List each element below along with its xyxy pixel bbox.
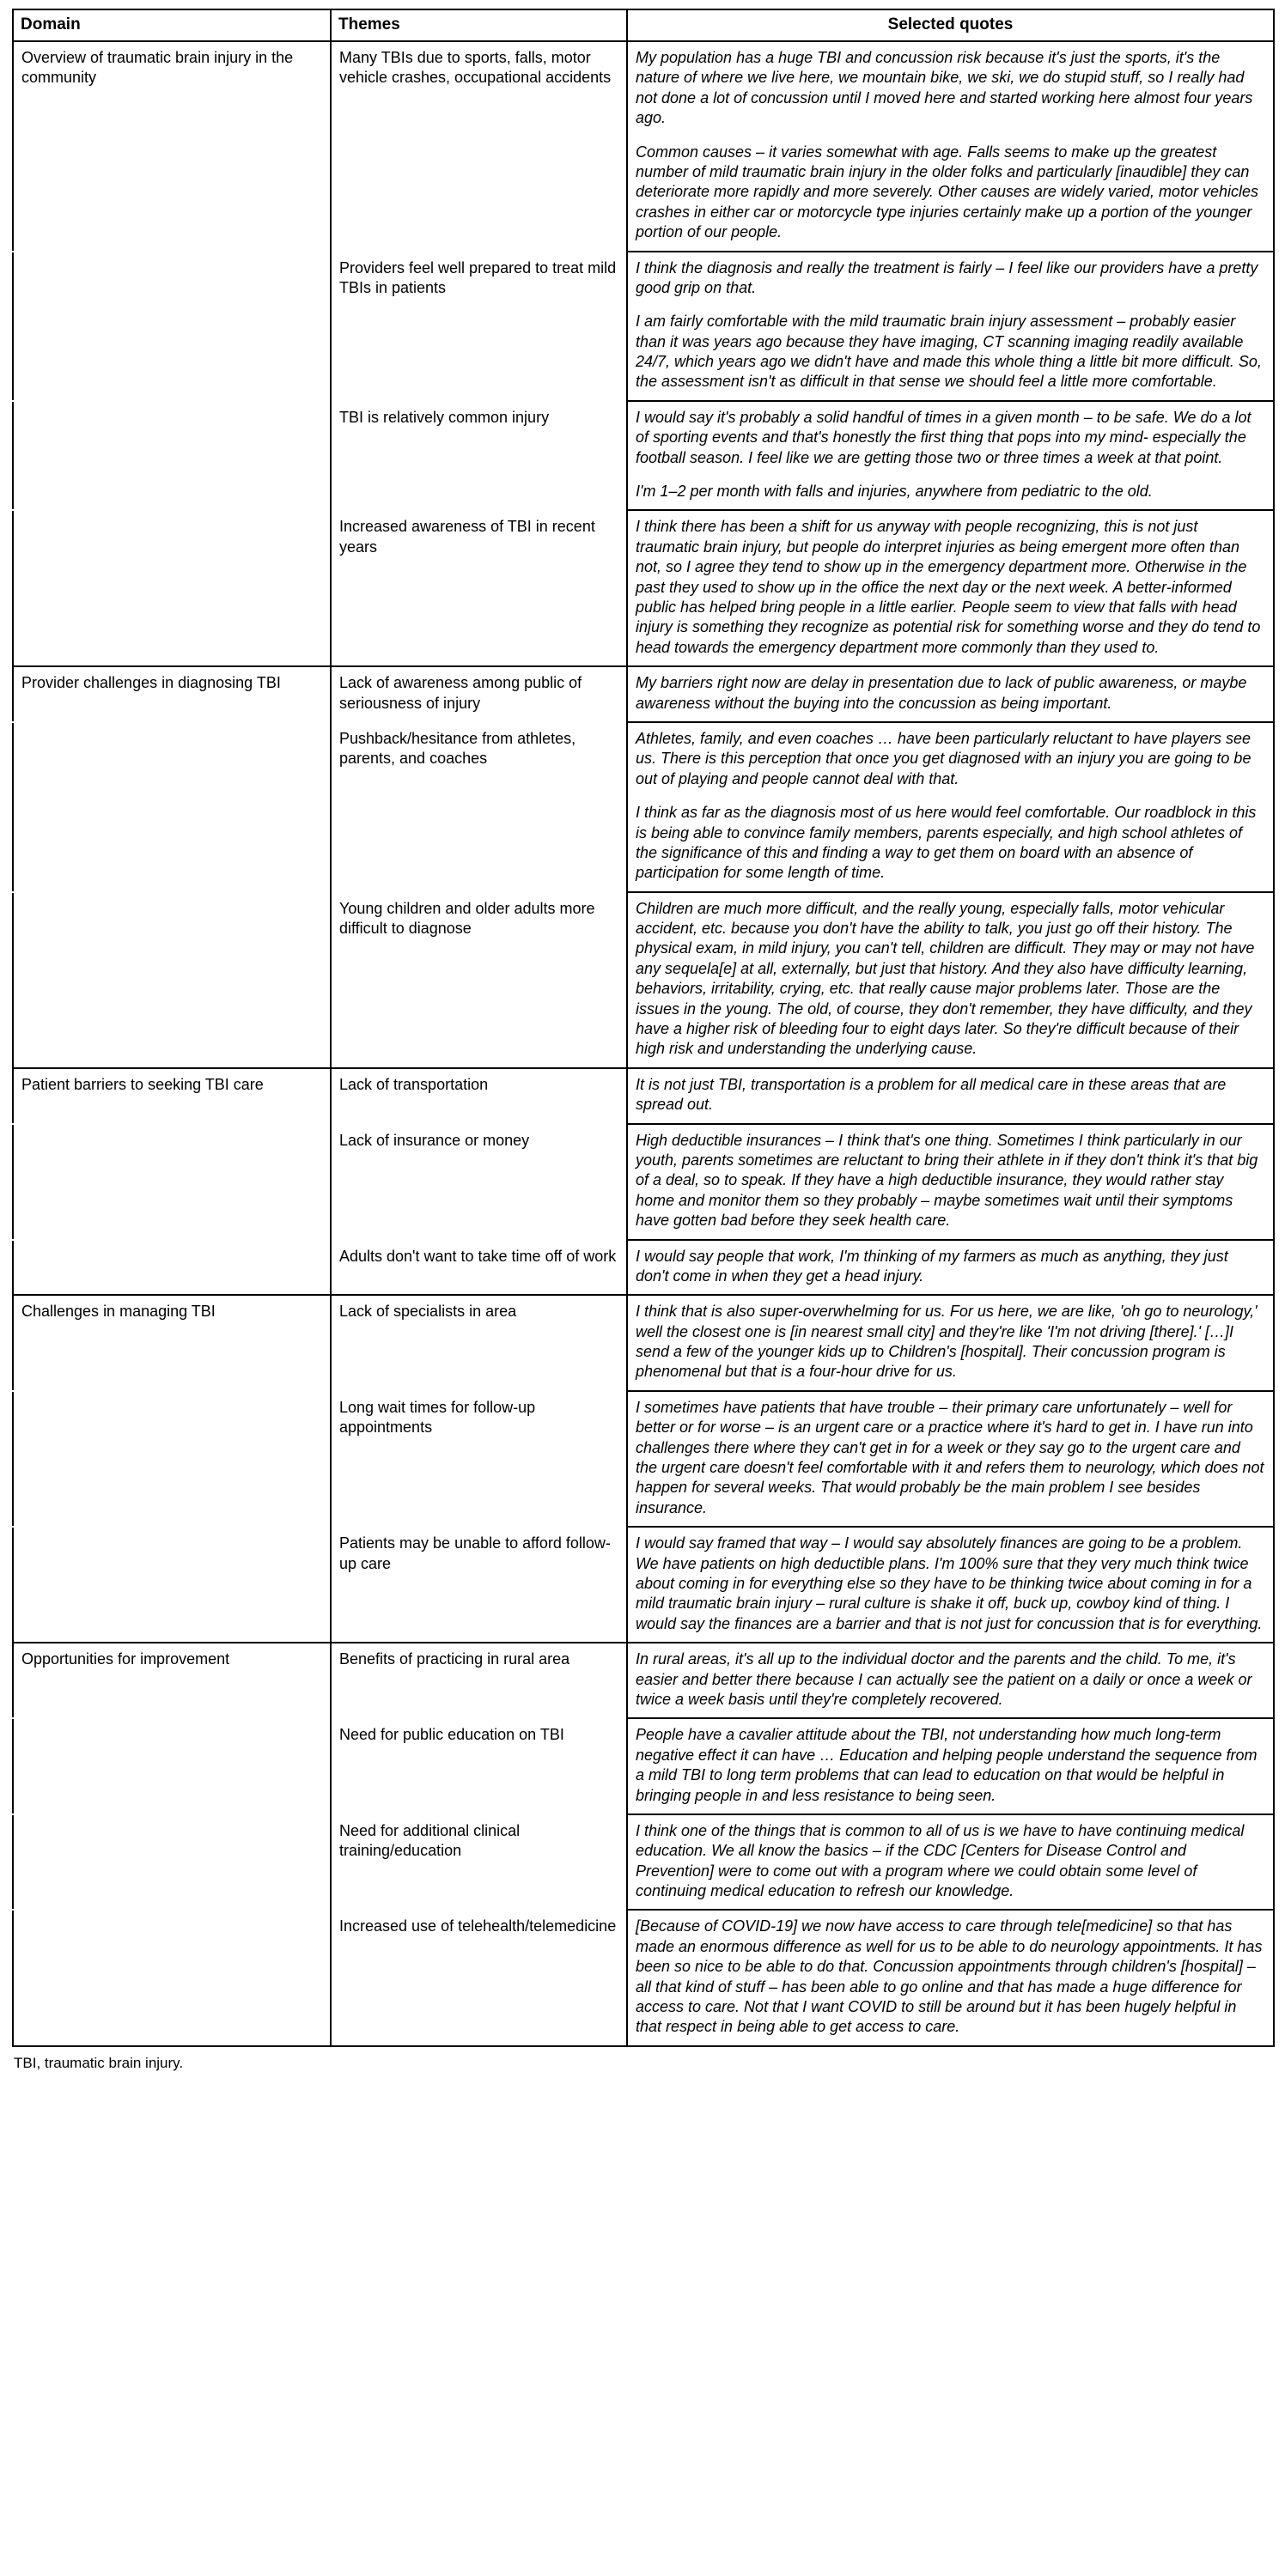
domain-cell xyxy=(13,510,331,666)
quote-paragraph: I think as far as the diagnosis most of us here would feel comfortable. Our roadblock in this is being able to convince family members, parents especially, and high school athletes of the significance of this and finding a way to get them on board with an absence of participation for some length of time. xyxy=(636,804,1257,882)
domain-cell xyxy=(13,722,331,892)
theme-cell: Lack of transportation xyxy=(331,1068,627,1124)
quote-paragraph: [Because of COVID-19] we now have access to care through tele[medicine] so that has made an enormous difference as well for us to be able to do neurology appointments. It has been so nice to be able to do that. Concussion appointments through children's [hospital] – all that kind of stuff – has been able to go online and that has made a huge difference for access to care. Not that I want COVID to still be around but it has been hugely helpful in that respect in being able to get access to care. xyxy=(636,1917,1263,2036)
theme-cell: Lack of insurance or money xyxy=(331,1124,627,1240)
theme-cell: Long wait times for follow-up appointments xyxy=(331,1391,627,1527)
quote-paragraph: I think the diagnosis and really the treatment is fairly – I feel like our providers have a pretty good grip on that. xyxy=(636,258,1258,296)
selected-quotes-cell xyxy=(627,666,1274,722)
column-header-themes: Themes xyxy=(331,9,627,41)
table-row xyxy=(13,1527,1274,1643)
table-row xyxy=(13,892,1274,1068)
theme-cell: Patients may be unable to afford follow-up care xyxy=(331,1527,627,1643)
table-row xyxy=(13,1240,1274,1296)
quote-paragraph: I am fairly comfortable with the mild traumatic brain injury assessment – probably easier than it was years ago because they have imaging, CT scanning imaging readily available 24/7, which years ago we didn't have and made this whole thing a little bit more difficult. So, the assessment isn't as difficult in that sense we should feel a little more comfortable. xyxy=(636,313,1262,391)
column-header-domain: Domain xyxy=(13,9,331,41)
theme-cell: Adults don't want to take time off of work xyxy=(331,1240,627,1296)
table-header xyxy=(13,9,1274,41)
domain-cell: Overview of traumatic brain injury in the community xyxy=(13,41,331,252)
domain-cell xyxy=(13,892,331,1068)
theme-cell: Many TBIs due to sports, falls, motor vehicle crashes, occupational accidents xyxy=(331,41,627,252)
quote-paragraph: My barriers right now are delay in presentation due to lack of public awareness, or maybe awareness without the buying into the concussion as being important. xyxy=(636,674,1247,712)
domain-cell xyxy=(13,252,331,401)
theme-cell: Need for additional clinical training/education xyxy=(331,1814,627,1911)
quote-paragraph: Common causes – it varies somewhat with age. Falls seems to make up the greatest number of mild traumatic brain injury in the older folks and particularly [inaudible] they can deteriorate more rapidly and more severely. Other causes are widely varied, motor vehicles crashes in either car or motorcycle type injuries certainly make up a portion of the younger portion of our people. xyxy=(636,143,1258,241)
table-row xyxy=(13,1068,1274,1124)
table-row xyxy=(13,1643,1274,1718)
theme-cell: Providers feel well prepared to treat mild TBIs in patients xyxy=(331,252,627,401)
selected-quotes-cell xyxy=(627,1643,1274,1718)
domain-cell xyxy=(13,1527,331,1643)
selected-quotes-cell xyxy=(627,1527,1274,1643)
theme-cell: Increased awareness of TBI in recent years xyxy=(331,510,627,666)
theme-cell: Young children and older adults more difficult to diagnose xyxy=(331,892,627,1068)
table-row xyxy=(13,1391,1274,1527)
selected-quotes-cell xyxy=(627,1718,1274,1814)
theme-cell: TBI is relatively common injury xyxy=(331,401,627,511)
quote-paragraph: I sometimes have patients that have trouble – their primary care unfortunately – well for better or for worse – is an urgent care or a practice where it's hard to get in. I have run into challenges there where they can't get in for a week or they say go to the urgent care and the urgent care doesn't feel comfortable with it and refers them to neurology, which does not happen for several weeks. That would probably be the main problem I see besides insurance. xyxy=(636,1398,1264,1516)
table-row xyxy=(13,41,1274,252)
domain-cell xyxy=(13,401,331,511)
domain-cell xyxy=(13,1240,331,1296)
theme-cell: Lack of awareness among public of seriousness of injury xyxy=(331,666,627,722)
selected-quotes-cell xyxy=(627,892,1274,1068)
quote-paragraph: I'm 1–2 per month with falls and injuries, anywhere from pediatric to the old. xyxy=(636,483,1153,501)
quote-paragraph: I think that is also super-overwhelming for us. For us here, we are like, 'oh go to neurology,' well the closest one is [in nearest small city] and they're like 'I'm not driving [there].' […]I send a few of the younger kids up to Children's [hospital]. Their concussion program is phenomenal but that is a four-hour drive for us. xyxy=(636,1303,1258,1381)
quote-paragraph: It is not just TBI, transportation is a problem for all medical care in these areas that are spread out. xyxy=(636,1075,1227,1114)
theme-cell: Pushback/hesitance from athletes, parents, and coaches xyxy=(331,722,627,892)
quote-paragraph: Athletes, family, and even coaches … have been particularly reluctant to have players see us. There is this perception that once you get diagnosed with an injury you are going to be out of playing and people cannot deal with that. xyxy=(636,729,1252,787)
domain-cell: Opportunities for improvement xyxy=(13,1643,331,1718)
table-row xyxy=(13,722,1274,892)
selected-quotes-cell xyxy=(627,722,1274,892)
table-row xyxy=(13,252,1274,401)
quote-paragraph: My population has a huge TBI and concussion risk because it's just the sports, it's the nature of where we live here, we mountain bike, we ski, we do stupid stuff, so I really had not done a lot of concussion until I moved here and started working here almost four years ago. xyxy=(636,49,1253,127)
domain-cell xyxy=(13,1718,331,1814)
selected-quotes-cell xyxy=(627,1068,1274,1124)
domain-cell xyxy=(13,1910,331,2045)
table-footnote: TBI, traumatic brain injury. xyxy=(14,2054,184,2071)
quote-paragraph: I think there has been a shift for us anyway with people recognizing, this is not just traumatic brain injury, but people do interpret injuries as being emergent more often than not, so I agree they tend to show up in the emergency department more. Otherwise in the past they used to show up in the office the next day or the next week. A better-informed public has helped bring people in a little earlier. People seem to view that falls with head injury is something they recognize as potential risk for something worse and they do tend to head towards the emergency department more commonly than they used to. xyxy=(636,518,1261,656)
selected-quotes-cell xyxy=(627,1910,1274,2045)
selected-quotes-cell xyxy=(627,1240,1274,1296)
quote-paragraph: I would say people that work, I'm thinking of my farmers as much as anything, they just don't come in when they get a head injury. xyxy=(636,1247,1228,1285)
domain-cell: Challenges in managing TBI xyxy=(13,1295,331,1391)
table-row xyxy=(13,666,1274,722)
theme-cell: Increased use of telehealth/telemedicine xyxy=(331,1910,627,2045)
selected-quotes-cell xyxy=(627,1295,1274,1391)
theme-cell: Need for public education on TBI xyxy=(331,1718,627,1814)
quote-paragraph: People have a cavalier attitude about the TBI, not understanding how much long-term negative effect it can have … Education and helping people understand the sequence from a mild TBI to long term problems that can lead to education on that would be helpful in bringing people in and less resistance to being seen. xyxy=(636,1726,1258,1804)
quote-paragraph: High deductible insurances – I think that's one thing. Sometimes I think particularly in our youth, parents sometimes are reluctant to bring their athlete in if they don't think it's that big of a deal, so to speak. If they have a high deductible insurance, they would rather stay home and monitor them so they probably – maybe sometimes wait until their symptoms have gotten bad before they seek health care. xyxy=(636,1131,1258,1230)
quote-paragraph: Children are much more difficult, and the really young, especially falls, motor vehicular accident, etc. because you don't have the ability to talk, you just go off their history. The physical exam, in mild injury, you can't tell, children are difficult. They may or may not have any sequela[e] at all, externally, but just that history. And they also have difficulty learning, behaviors, irritability, crying, etc. that really cause major problems later. Those are the issues in the young. The old, of course, they don't remember, they have difficulty, and they have a higher risk of bleeding four to eight days later. So they're difficult because of their high risk and understanding the underlying cause. xyxy=(636,899,1255,1058)
quote-paragraph: I think one of the things that is common to all of us is we have to have continuing medical education. We all know the basics – if the CDC [Centers for Disease Control and Prevention] were to come out with a program where we could obtain some level of continuing medical education to refresh our knowledge. xyxy=(636,1821,1245,1900)
table-row xyxy=(13,401,1274,511)
quote-paragraph: I would say it's probably a solid handful of times in a given month – to be safe. We do a lot of sporting events and that's honestly the first thing that pops into my mind- especially the football season. I feel like we are getting those two or three times a week at that point. xyxy=(636,408,1252,466)
column-header-selected-quotes: Selected quotes xyxy=(627,9,1274,41)
domain-cell xyxy=(13,1124,331,1240)
table-row xyxy=(13,1718,1274,1814)
quote-paragraph: I would say framed that way – I would say absolutely finances are going to be a problem. We have patients on high deductible plans. I'm 100% sure that they very much think twice about coming in for everything else so they have to be thinking twice about coming in for a mild traumatic brain injury – rural culture is shake it off, buck up, cowboy kind of thing. I would say the finances are a barrier and that is not just for concussion that is for everything. xyxy=(636,1534,1263,1632)
theme-cell: Benefits of practicing in rural area xyxy=(331,1643,627,1718)
domain-cell: Patient barriers to seeking TBI care xyxy=(13,1068,331,1124)
table-body xyxy=(13,41,1274,2046)
selected-quotes-cell xyxy=(627,41,1274,252)
selected-quotes-cell xyxy=(627,1814,1274,1911)
quote-paragraph: In rural areas, it's all up to the individual doctor and the parents and the child. To me, it's easier and better there because I can actually see the patient on a daily or once a week or twice a week basis until they're completely recovered. xyxy=(636,1650,1252,1708)
selected-quotes-cell xyxy=(627,1124,1274,1240)
domain-cell: Provider challenges in diagnosing TBI xyxy=(13,666,331,722)
table-row xyxy=(13,1814,1274,1911)
selected-quotes-cell xyxy=(627,401,1274,511)
table-header-row xyxy=(13,9,1274,41)
table-row xyxy=(13,1295,1274,1391)
qualitative-themes-table xyxy=(12,9,1275,2047)
selected-quotes-cell xyxy=(627,252,1274,401)
selected-quotes-cell xyxy=(627,1391,1274,1527)
domain-cell xyxy=(13,1391,331,1527)
table-row xyxy=(13,1124,1274,1240)
theme-cell: Lack of specialists in area xyxy=(331,1295,627,1391)
domain-cell xyxy=(13,1814,331,1911)
selected-quotes-cell xyxy=(627,510,1274,666)
table-row xyxy=(13,510,1274,666)
table-row xyxy=(13,1910,1274,2045)
